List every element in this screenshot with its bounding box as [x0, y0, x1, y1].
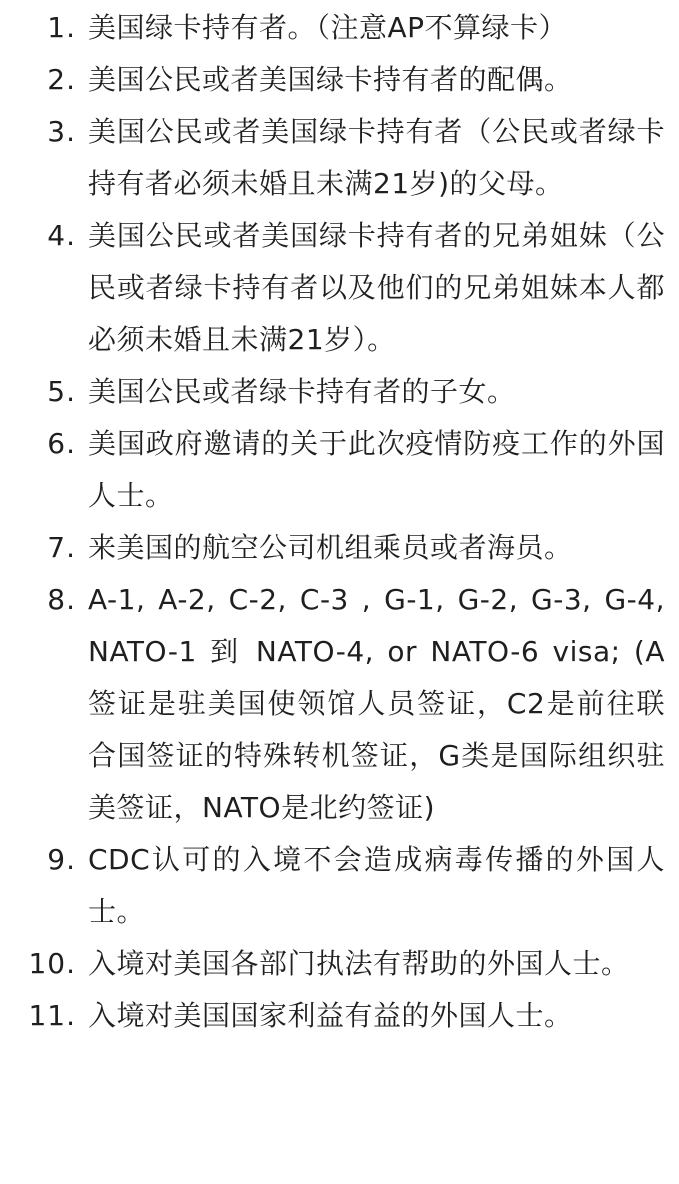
list-item-number: 4.	[47, 219, 76, 252]
list-item-text: 美国公民或者美国绿卡持有者的兄弟姐妹（公民或者绿卡持有者以及他们的兄弟姐妹本人都必须未婚且未满21岁）。	[88, 219, 665, 356]
list-item-text: 入境对美国国家利益有益的外国人士。	[88, 999, 573, 1032]
list-item	[10, 106, 665, 210]
list-item	[10, 834, 665, 938]
list-item	[10, 418, 665, 522]
list-item	[10, 210, 665, 366]
list-item	[10, 938, 665, 990]
list-item-number: 2.	[47, 63, 76, 96]
list-item-text: 美国绿卡持有者。（注意AP不算绿卡）	[88, 11, 568, 44]
list-item-text: 美国公民或者美国绿卡持有者（公民或者绿卡持有者必须未婚且未满21岁)的父母。	[88, 115, 665, 200]
list-item-number: 6.	[47, 427, 76, 460]
list-item-text: 美国政府邀请的关于此次疫情防疫工作的外国人士。	[88, 427, 665, 512]
list-item-number: 11.	[28, 999, 76, 1032]
list-item-number: 8.	[47, 583, 76, 616]
list-item	[10, 366, 665, 418]
list-item-number: 1.	[47, 11, 76, 44]
list-item	[10, 574, 665, 834]
list-item-text: A-1, A-2, C-2, C-3 , G-1, G-2, G-3, G-4, NATO-1 到 NATO-4, or NATO-6 visa; (A签证是驻美国使领馆人员签证，C2是前往联合国签证的特殊转机签证，G类是国际组织驻美签证，NATO是北约签证)	[88, 583, 665, 824]
list-item-number: 5.	[47, 375, 76, 408]
list-item-text: 来美国的航空公司机组乘员或者海员。	[88, 531, 573, 564]
list-item-number: 7.	[47, 531, 76, 564]
list-item	[10, 522, 665, 574]
list-item-text: 入境对美国各部门执法有帮助的外国人士。	[88, 947, 630, 980]
list-item-text: CDC认可的入境不会造成病毒传播的外国人士。	[88, 843, 665, 928]
list-item	[10, 54, 665, 106]
list-item	[10, 990, 665, 1042]
list-item	[10, 2, 665, 54]
list-item-text: 美国公民或者美国绿卡持有者的配偶。	[88, 63, 573, 96]
list-item-text: 美国公民或者绿卡持有者的子女。	[88, 375, 516, 408]
list-item-number: 10.	[28, 947, 76, 980]
list-item-number: 9.	[47, 843, 76, 876]
list-item-number: 3.	[47, 115, 76, 148]
